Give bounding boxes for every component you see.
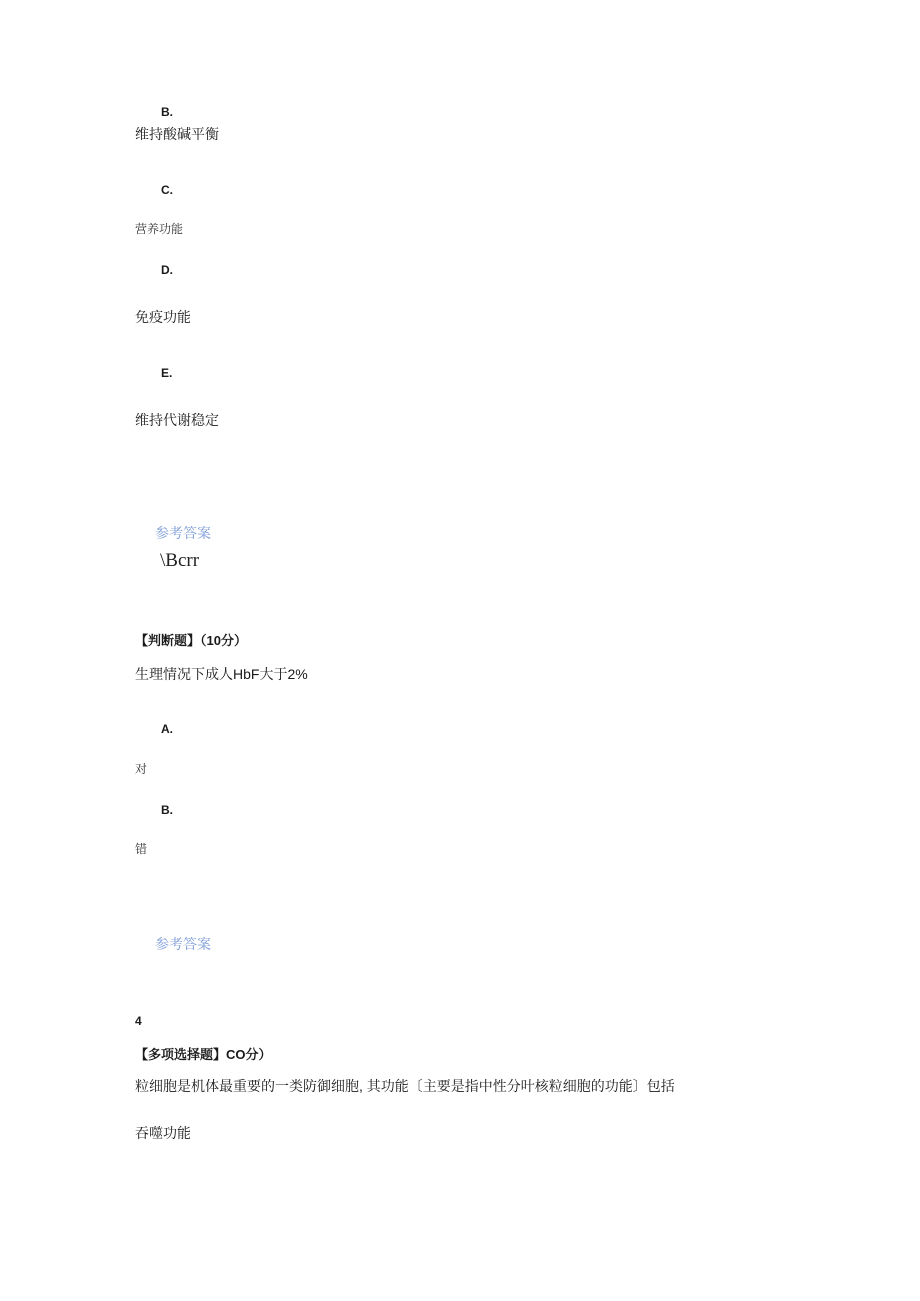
- option-letter-c: C.: [161, 183, 173, 197]
- option-letter-d: D.: [161, 263, 173, 277]
- option-letter-b: B.: [161, 803, 173, 817]
- option-letter-e: E.: [161, 366, 173, 380]
- question-type-label: 【多项选择题】CO分）: [135, 1047, 272, 1062]
- option-letter-a: A.: [161, 722, 173, 736]
- option-text: 吞噬功能: [135, 1125, 191, 1141]
- question-type-label: 【判断题】（10分）: [135, 633, 247, 648]
- reference-answer-value: \Bcrr: [160, 550, 200, 571]
- question-stem: 粒细胞是机体最重要的一类防御细胞, 其功能〔主要是指中性分叶核粒细胞的功能〕包括: [135, 1078, 675, 1094]
- option-text-d: 免疫功能: [135, 309, 191, 325]
- option-text-a: 对: [135, 762, 148, 776]
- reference-answer-label: 参考答案: [155, 525, 211, 541]
- option-text-b: 维持酸碱平衡: [135, 126, 219, 142]
- question-number: 4: [135, 1014, 142, 1028]
- reference-answer-label: 参考答案: [155, 936, 211, 952]
- option-text-e: 维持代谢稳定: [135, 412, 219, 428]
- option-letter-b: B.: [161, 105, 173, 119]
- option-text-c: 营养功能: [135, 222, 184, 236]
- question-stem: 生理情况下成人HbF大于2%: [135, 666, 308, 682]
- option-text-b: 错: [135, 842, 148, 856]
